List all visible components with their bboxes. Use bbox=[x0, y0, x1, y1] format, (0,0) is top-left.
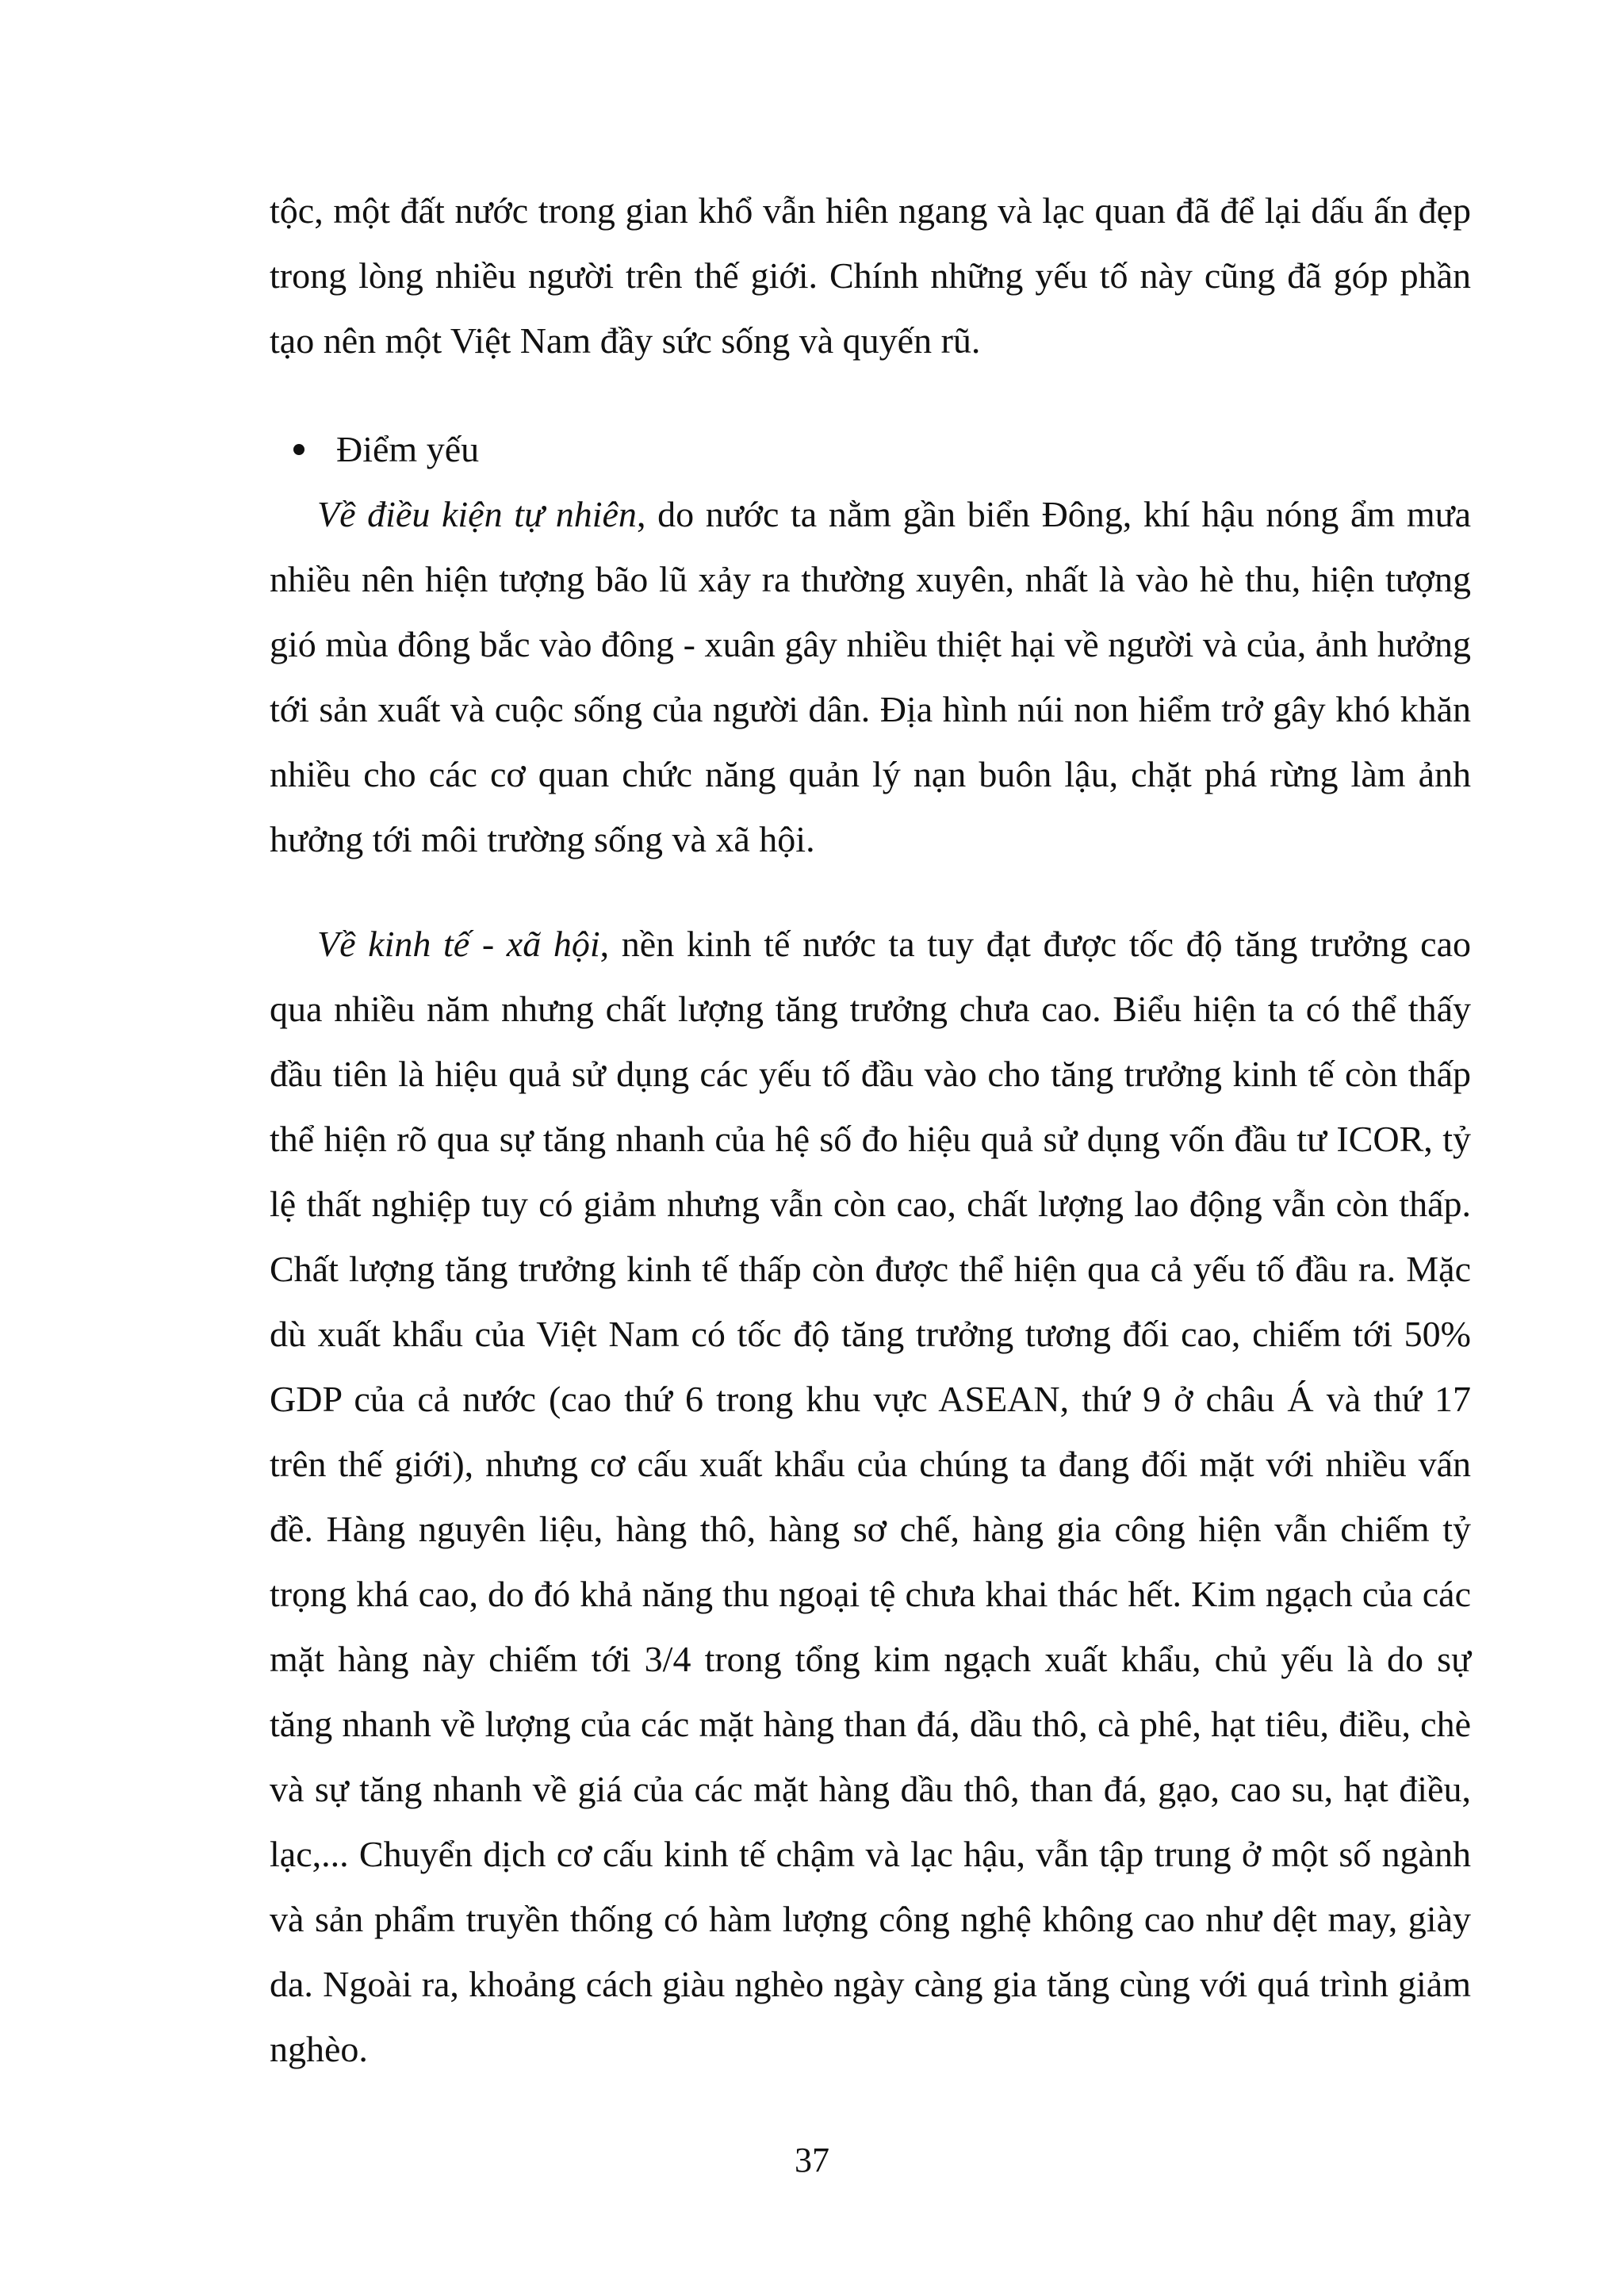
paragraph-lead-italic: Về điều kiện tự nhiên bbox=[317, 494, 637, 534]
paragraph-body: , do nước ta nằm gần biển Đông, khí hậu nóng ẩm mưa nhiều nên hiện tượng bão lũ xảy ra thường xuyên, nhất là vào hè thu, hiện tượng gió mùa đông bắc vào đông - xuân gây nhiều thiệt hại về người và của, ảnh hưởng tới sản xuất và cuộc sống của người dân. Địa hình núi non hiểm trở gây khó khăn nhiều cho các cơ quan chức năng quản lý nạn buôn lậu, chặt phá rừng làm ảnh hưởng tới môi trường sống và xã hội. bbox=[270, 494, 1471, 859]
paragraph-lead-italic: Về kinh tế - xã hội bbox=[317, 924, 600, 964]
bullet-icon bbox=[293, 444, 304, 455]
bullet-item-weaknesses bbox=[270, 417, 1471, 482]
paragraph-natural-conditions bbox=[270, 482, 1471, 872]
paragraph-body: , nền kinh tế nước ta tuy đạt được tốc độ tăng trưởng cao qua nhiều năm nhưng chất lượng tăng trưởng chưa cao. Biểu hiện ta có thể thấy đầu tiên là hiệu quả sử dụng các yếu tố đầu vào cho tăng trưởng kinh tế còn thấp thể hiện rõ qua sự tăng nhanh của hệ số đo hiệu quả sử dụng vốn đầu tư ICOR, tỷ lệ thất nghiệp tuy có giảm nhưng vẫn còn cao, chất lượng lao động vẫn còn thấp. Chất lượng tăng trưởng kinh tế thấp còn được thể hiện qua cả yếu tố đầu ra. Mặc dù xuất khẩu của Việt Nam có tốc độ tăng trưởng tương đối cao, chiếm tới 50% GDP của cả nước (cao thứ 6 trong khu vực ASEAN, thứ 9 ở châu Á và thứ 17 trên thế giới), nhưng cơ cấu xuất khẩu của chúng ta đang đối mặt với nhiều vấn đề. Hàng nguyên liệu, hàng thô, hàng sơ chế, hàng gia công hiện vẫn chiếm tỷ trọng khá cao, do đó khả năng thu ngoại tệ chưa khai thác hết. Kim ngạch của các mặt hàng này chiếm tới 3/4 trong tổng kim ngạch xuất khẩu, chủ yếu là do sự tăng nhanh về lượng của các mặt hàng than đá, dầu thô, cà phê, hạt tiêu, điều, chè và sự tăng nhanh về giá của các mặt hàng dầu thô, than đá, gạo, cao su, hạt điều, lạc,... Chuyển dịch cơ cấu kinh tế chậm và lạc hậu, vẫn tập trung ở một số ngành và sản phẩm truyền thống có hàm lượng công nghệ không cao như dệt may, giày da. Ngoài ra, khoảng cách giàu nghèo ngày càng gia tăng cùng với quá trình giảm nghèo. bbox=[270, 924, 1471, 2069]
page-number: 37 bbox=[795, 2141, 829, 2179]
paragraph-intro: tộc, một đất nước trong gian khổ vẫn hiên ngang và lạc quan đã để lại dấu ấn đẹp trong lòng nhiều người trên thế giới. Chính những yếu tố này cũng đã góp phần tạo nên một Việt Nam đầy sức sống và quyến rũ. bbox=[270, 190, 1471, 361]
bullet-heading: Điểm yếu bbox=[336, 429, 480, 469]
paragraph-socio-economic bbox=[270, 912, 1471, 2082]
